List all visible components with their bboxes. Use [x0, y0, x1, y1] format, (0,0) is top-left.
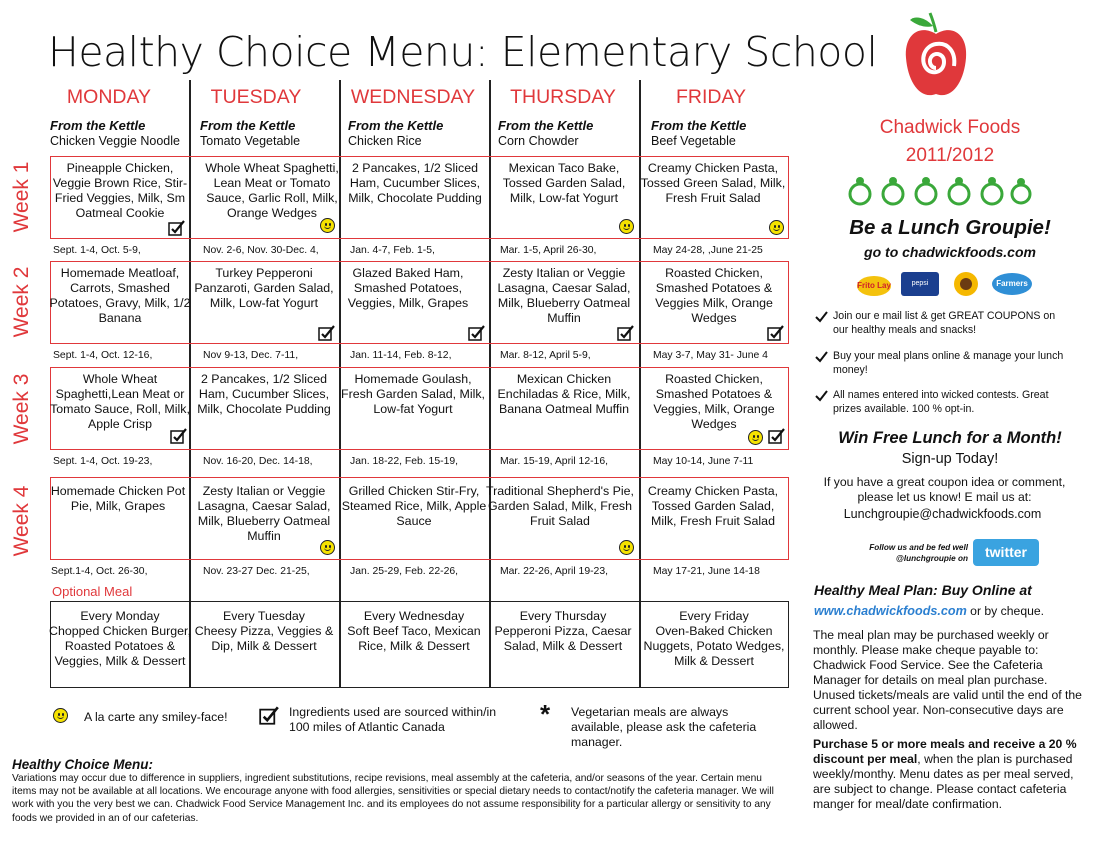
- optional-meal-cell: Every Tuesday Cheesy Pizza, Veggies & Dip, Milk & Dessert: [194, 609, 334, 653]
- win-title: Win Free Lunch for a Month!: [838, 429, 1062, 447]
- pepsi-logo: pepsi: [901, 272, 939, 296]
- week-dates: Jan. 11-14, Feb. 8-12,: [350, 350, 452, 361]
- meal-cell: Pineapple Chicken, Veggie Brown Rice, Stir-Fried Veggies, Milk, Sm Oatmeal Cookie: [52, 161, 188, 220]
- veggie-mascots-icon: [843, 176, 1033, 208]
- groupie-link[interactable]: go to chadwickfoods.com: [864, 244, 1036, 260]
- email-link[interactable]: Lunchgroupie@chadwickfoods.com: [843, 507, 1042, 521]
- a-la-carte-smiley-icon: [748, 430, 763, 445]
- meal-cell: Homemade Meatloaf, Carrots, Smashed Potatoes, Gravy, Milk, 1/2 Banana: [49, 266, 191, 325]
- farmers-logo: Farmers: [992, 273, 1032, 295]
- website-link[interactable]: www.chadwickfoods.com: [814, 604, 967, 618]
- local-sourced-check-icon: [768, 428, 785, 444]
- meal-cell: Traditional Shepherd's Pie, Garden Salad, Milk, Fresh Fruit Salad: [486, 484, 634, 528]
- meal-cell: 2 Pancakes, 1/2 Sliced Ham, Cucumber Slices, Milk, Chocolate Pudding: [197, 372, 331, 416]
- sunflower-logo-icon: [950, 270, 982, 298]
- week-dates: Mar. 1-5, April 26-30,: [500, 245, 597, 256]
- meal-cell: Roasted Chicken, Smashed Potatoes & Veggies Milk, Orange Wedges: [655, 266, 773, 325]
- bullet-text: Join our e mail list & get GREAT COUPONS on our healthy meals and snacks!: [833, 310, 1056, 336]
- meal-cell: Creamy Chicken Pasta, Tossed Green Salad, Milk, Fresh Fruit Salad: [640, 161, 786, 205]
- local-sourced-check-icon: [767, 325, 784, 341]
- optional-meal-label: Optional Meal: [52, 584, 133, 599]
- star-icon: *: [540, 699, 551, 729]
- week-dates: Sept. 1-4, Oct. 12-16,: [53, 350, 153, 361]
- optional-meal-cell: Every Monday Chopped Chicken Burger, Roasted Potatoes & Veggies, Milk & Dessert: [49, 609, 191, 668]
- meal-cell: Mexican Taco Bake, Tossed Garden Salad, Milk, Low-fat Yogurt: [502, 161, 626, 205]
- week-dates: Mar. 15-19, April 12-16,: [500, 456, 609, 467]
- meal-cell: Mexican Chicken Enchiladas & Rice, Milk, Banana Oatmeal Muffin: [497, 372, 631, 416]
- meal-cell: Homemade Chicken Pot Pie, Milk, Grapes: [50, 484, 186, 513]
- week-dates: May 24-28, ,June 21-25: [653, 245, 763, 256]
- optional-meal-cell: Every Thursday Pepperoni Pizza, Caesar Salad, Milk & Dessert: [494, 609, 632, 653]
- meal-cell: Turkey Pepperoni Panzaroti, Garden Salad, Milk, Low-fat Yogurt: [194, 266, 334, 310]
- local-sourced-check-icon: [168, 220, 185, 236]
- week-dates: Sept. 1-4, Oct. 19-23,: [53, 456, 153, 467]
- meal-cell: 2 Pancakes, 1/2 Sliced Ham, Cucumber Slices, Milk, Chocolate Pudding: [348, 161, 482, 205]
- week-dates: Sept.1-4, Oct. 26-30,: [51, 566, 148, 577]
- local-sourced-check-icon: [617, 325, 634, 341]
- check-icon: [815, 311, 828, 323]
- local-sourced-check-icon: [468, 325, 485, 341]
- bullet-text: All names entered into wicked contests. Great prizes available. 100 % opt-in.: [833, 389, 1049, 415]
- check-icon: [815, 351, 828, 363]
- optional-meal-cell: Every Friday Oven-Baked Chicken Nuggets, Potato Wedges, Milk & Dessert: [643, 609, 785, 668]
- meal-cell: Roasted Chicken, Smashed Potatoes & Veggies, Milk, Orange Wedges: [653, 372, 775, 431]
- check-icon: [815, 390, 828, 402]
- day-header-wednesday: WEDNESDAY: [350, 86, 476, 108]
- meal-plan-text: The meal plan may be purchased weekly or monthly. Please make cheque payable to: Chadwick Food Service. See the Cafeteria Manager for details on meal plan purchase. Unused tickets/meals are valid until the end of the current school year. Non-consecutive days are allowed.: [813, 628, 1082, 732]
- kettle-soup: From the Kettle Chicken Rice: [348, 118, 444, 148]
- week-dates: Nov. 16-20, Dec. 14-18,: [203, 456, 313, 467]
- kettle-soup: From the Kettle Corn Chowder: [498, 118, 594, 148]
- meal-plan-title: Healthy Meal Plan: Buy Online at: [814, 582, 1032, 598]
- smiley-legend-icon: [53, 708, 68, 723]
- meal-cell: Zesty Italian or Veggie Lasagna, Caesar Salad, Milk, Blueberry Oatmeal Muffin: [497, 266, 631, 325]
- meal-cell: Whole Wheat Spaghetti,Lean Meat or Tomato Sauce, Roll, Milk, Apple Crisp: [50, 372, 190, 431]
- check-legend-icon: [259, 706, 279, 725]
- week-dates: Jan. 25-29, Feb. 22-26,: [350, 566, 459, 577]
- bullet-text: Buy your meal plans online & manage your lunch money!: [833, 350, 1064, 376]
- page-title: Healthy Choice Menu: Elementary School: [48, 28, 878, 76]
- week-dates: Mar. 22-26, April 19-23,: [500, 566, 609, 577]
- star-legend-text: Vegetarian meals are always available, please ask the cafeteria manager.: [571, 705, 757, 749]
- week-dates: Sept. 1-4, Oct. 5-9,: [53, 245, 141, 256]
- footer-title: Healthy Choice Menu:: [12, 757, 154, 772]
- smiley-legend-text: A la carte any smiley-face!: [84, 710, 228, 724]
- optional-meal-cell: Every Wednesday Soft Beef Taco, Mexican Rice, Milk & Dessert: [347, 609, 481, 653]
- day-header-thursday: THURSDAY: [510, 86, 616, 108]
- apple-logo-icon: [900, 10, 972, 105]
- day-header-monday: MONDAY: [66, 86, 152, 108]
- check-legend-text: Ingredients used are sourced within/in 100 miles of Atlantic Canada: [289, 705, 497, 734]
- week-dates: Nov. 2-6, Nov. 30-Dec. 4,: [203, 245, 319, 256]
- week-dates: Nov. 23-27 Dec. 21-25,: [203, 566, 310, 577]
- signup-text: Sign-up Today!: [901, 451, 999, 467]
- kettle-soup: From the Kettle Tomato Vegetable: [200, 118, 301, 148]
- week-label: Week 1: [10, 161, 33, 233]
- meal-cell: Homemade Goulash, Fresh Garden Salad, Milk, Low-fat Yogurt: [341, 372, 485, 416]
- footer-disclaimer: Variations may occur due to difference in suppliers, ingredient substitutions, recipe revisions, meal assembly at the cafeteria, and/or seasons of the year. Certain menu items may not be available at all locations. We encourage anyone with food allergies, sensitivities or special dietary needs to contact/notify the cafeteria manager. We will work with you the very best we can. Chadwick Food Service Management Inc. and its employees do not assume responsibility for a particular allergy or sensitivity to any foods we provided in an of our cafeterias.: [12, 773, 774, 824]
- week-dates: Nov 9-13, Dec. 7-11,: [203, 350, 299, 361]
- a-la-carte-smiley-icon: [619, 219, 634, 234]
- coupon-text: If you have a great coupon idea or comment, please let us know! E mail us at:: [823, 475, 1066, 504]
- company-name: Chadwick Foods: [879, 117, 1021, 138]
- week-dates: May 10-14, June 7-11: [653, 456, 754, 467]
- fritolay-logo: Frito Lay: [857, 276, 891, 296]
- week-label: Week 4: [10, 485, 33, 557]
- twitter-button[interactable]: twitter: [973, 539, 1039, 566]
- local-sourced-check-icon: [318, 325, 335, 341]
- a-la-carte-smiley-icon: [619, 540, 634, 555]
- meal-cell: Glazed Baked Ham, Smashed Potatoes, Veggies, Milk, Grapes: [347, 266, 469, 310]
- local-sourced-check-icon: [170, 428, 187, 444]
- meal-cell: Whole Wheat Spaghetti, Lean Meat or Tomato Sauce, Garlic Roll, Milk, Orange Wedges: [205, 161, 339, 220]
- day-header-tuesday: TUESDAY: [210, 86, 302, 108]
- day-header-friday: FRIDAY: [675, 86, 747, 108]
- groupie-title: Be a Lunch Groupie!: [849, 216, 1051, 239]
- week-dates: May 17-21, June 14-18: [653, 566, 760, 577]
- a-la-carte-smiley-icon: [320, 218, 335, 233]
- week-label: Week 2: [10, 266, 33, 338]
- a-la-carte-smiley-icon: [769, 220, 784, 235]
- a-la-carte-smiley-icon: [320, 540, 335, 555]
- week-dates: Mar. 8-12, April 5-9,: [500, 350, 591, 361]
- school-year: 2011/2012: [905, 145, 995, 166]
- meal-cell: Creamy Chicken Pasta, Tossed Garden Salad, Milk, Fresh Fruit Salad: [647, 484, 779, 528]
- meal-plan-online: www.chadwickfoods.com or by cheque.: [814, 604, 1045, 618]
- meal-cell: Grilled Chicken Stir-Fry, Steamed Rice, Milk, Apple Sauce: [341, 484, 487, 528]
- week-dates: May 3-7, May 31- June 4: [653, 350, 768, 361]
- week-dates: Jan. 18-22, Feb. 15-19,: [350, 456, 459, 467]
- week-dates: Jan. 4-7, Feb. 1-5,: [350, 245, 435, 256]
- week-label: Week 3: [10, 373, 33, 445]
- meal-cell: Zesty Italian or Veggie Lasagna, Caesar Salad, Milk, Blueberry Oatmeal Muffin: [197, 484, 331, 543]
- kettle-soup: From the Kettle Chicken Veggie Noodle: [50, 118, 180, 148]
- kettle-soup: From the Kettle Beef Vegetable: [651, 118, 747, 148]
- follow-text: Follow us and be fed well @lunchgroupie on: [869, 543, 968, 563]
- discount-text: Purchase 5 or more meals and receive a 20 % discount per meal, when the plan is purchased weekly/monthy. Menu dates as per meal served, are subject to change. Please contact cafeteria manger for meal/date confirmation.: [813, 737, 1077, 811]
